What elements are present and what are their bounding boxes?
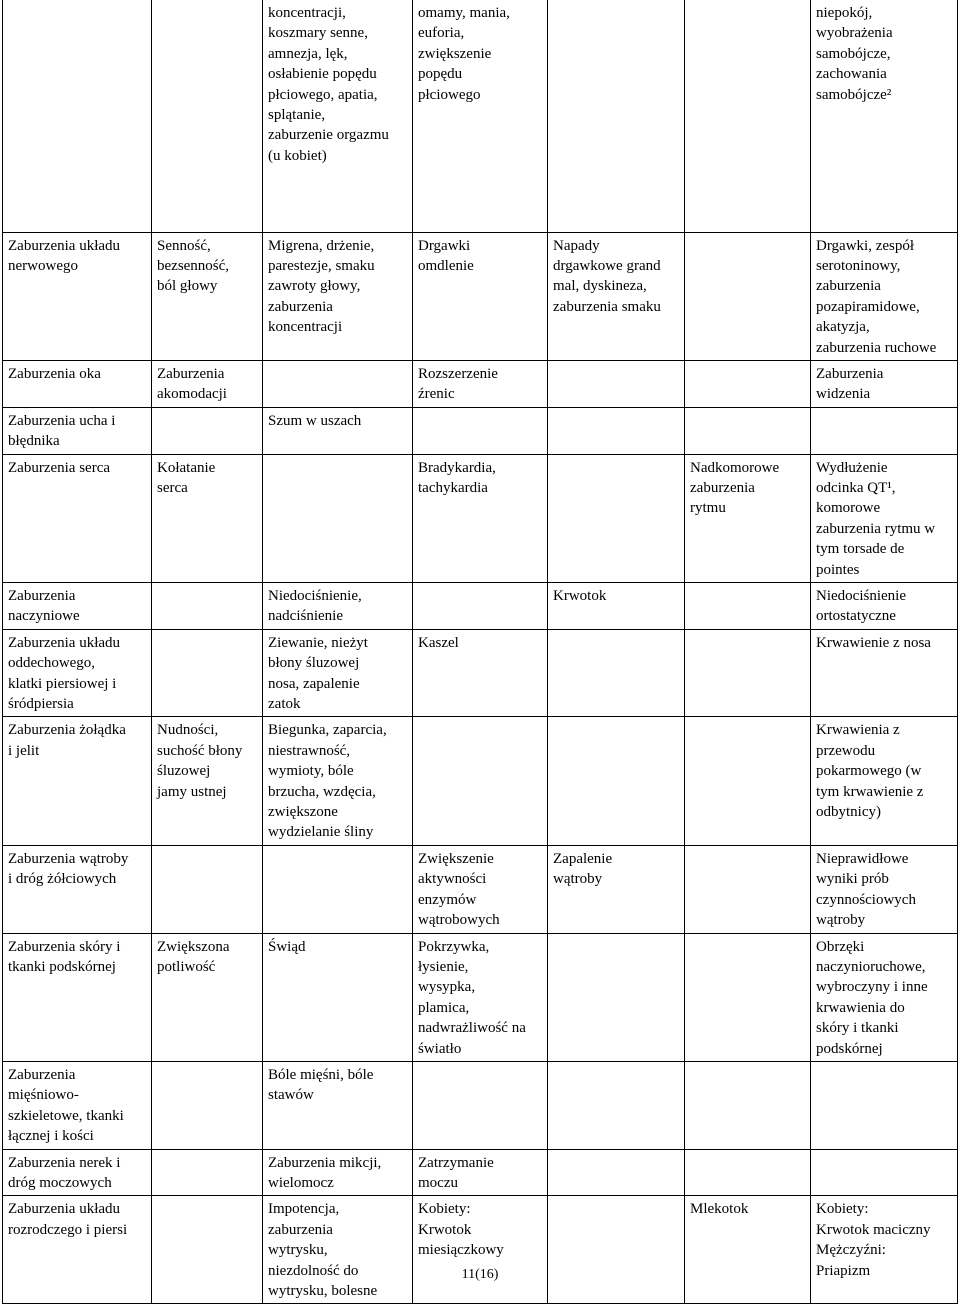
table-cell-common: koncentracji, koszmary senne, amnezja, lęk, osłabienie popędu płciowego, apatia, splątanie, zaburzenie orgazmu (u kobiet) — [263, 0, 413, 232]
table-cell-rare — [548, 933, 685, 1061]
table-cell-organ-class: Zaburzenia układu nerwowego — [3, 232, 152, 360]
table-cell-very-common: Kołatanie serca — [152, 454, 263, 582]
table-row — [3, 407, 958, 454]
table-cell-unknown-frequency: Niedociśnienie ortostatyczne — [811, 583, 958, 630]
table-cell-uncommon — [413, 717, 548, 845]
table-cell-organ-class — [3, 0, 152, 232]
table-cell-common: Bóle mięśni, bóle stawów — [263, 1061, 413, 1149]
table-cell-unknown-frequency: Zaburzenia widzenia — [811, 360, 958, 407]
table-row — [3, 933, 958, 1061]
table-cell-uncommon: Zatrzymanie moczu — [413, 1149, 548, 1196]
table-cell-common: Ziewanie, nieżyt błony śluzowej nosa, zapalenie zatok — [263, 629, 413, 717]
table-cell-rare — [548, 1196, 685, 1304]
table-cell-uncommon — [413, 583, 548, 630]
table-cell-very-common — [152, 1149, 263, 1196]
table-cell-common — [263, 360, 413, 407]
table-cell-uncommon: omamy, mania, euforia, zwiększenie popędu płciowego — [413, 0, 548, 232]
table-cell-very-rare — [685, 407, 811, 454]
table-cell-unknown-frequency: niepokój, wyobrażenia samobójcze, zachowania samobójcze² — [811, 0, 958, 232]
table-row — [3, 1196, 958, 1304]
page-number: 11(16) — [461, 1267, 499, 1282]
table-cell-common: Szum w uszach — [263, 407, 413, 454]
table-cell-unknown-frequency: Obrzęki naczynioruchowe, wybroczyny i inne krwawienia do skóry i tkanki podskórnej — [811, 933, 958, 1061]
table-cell-rare — [548, 360, 685, 407]
table-cell-uncommon: Rozszerzenie źrenic — [413, 360, 548, 407]
table-row — [3, 0, 958, 232]
table-cell-rare: Napady drgawkowe grand mal, dyskineza, zaburzenia smaku — [548, 232, 685, 360]
table-row — [3, 583, 958, 630]
table-row — [3, 360, 958, 407]
table-cell-common: Zaburzenia mikcji, wielomocz — [263, 1149, 413, 1196]
table-cell-unknown-frequency: Nieprawidłowe wyniki prób czynnościowych wątroby — [811, 845, 958, 933]
table-cell-common — [263, 454, 413, 582]
table-row — [3, 717, 958, 845]
table-cell-uncommon: Zwiększenie aktywności enzymów wątrobowych — [413, 845, 548, 933]
table-cell-organ-class: Zaburzenia układu oddechowego, klatki piersiowej i śródpiersia — [3, 629, 152, 717]
table-cell-unknown-frequency: Drgawki, zespół serotoninowy, zaburzenia pozapiramidowe, akatyzja, zaburzenia ruchowe — [811, 232, 958, 360]
table-cell-very-rare — [685, 232, 811, 360]
table-cell-uncommon: Drgawki omdlenie — [413, 232, 548, 360]
table-cell-uncommon — [413, 1061, 548, 1149]
table-cell-unknown-frequency — [811, 1149, 958, 1196]
table-cell-organ-class: Zaburzenia naczyniowe — [3, 583, 152, 630]
table-cell-unknown-frequency: Krwawienie z nosa — [811, 629, 958, 717]
table-cell-common: Świąd — [263, 933, 413, 1061]
table-cell-unknown-frequency: Krwawienia z przewodu pokarmowego (w tym krwawienie z odbytnicy) — [811, 717, 958, 845]
table-cell-rare — [548, 407, 685, 454]
table-cell-organ-class: Zaburzenia ucha i błędnika — [3, 407, 152, 454]
table-row — [3, 232, 958, 360]
table-cell-very-rare — [685, 1061, 811, 1149]
table-cell-very-common — [152, 407, 263, 454]
table-cell-very-rare: Nadkomorowe zaburzenia rytmu — [685, 454, 811, 582]
table-cell-rare — [548, 0, 685, 232]
table-cell-common — [263, 845, 413, 933]
table-cell-unknown-frequency — [811, 1061, 958, 1149]
table-cell-rare — [548, 454, 685, 582]
table-cell-very-common — [152, 583, 263, 630]
table-cell-organ-class: Zaburzenia oka — [3, 360, 152, 407]
table-cell-uncommon: Bradykardia, tachykardia — [413, 454, 548, 582]
table-cell-organ-class: Zaburzenia żołądka i jelit — [3, 717, 152, 845]
table-cell-organ-class: Zaburzenia serca — [3, 454, 152, 582]
table-cell-very-common: Zaburzenia akomodacji — [152, 360, 263, 407]
table-cell-unknown-frequency — [811, 407, 958, 454]
table-cell-very-rare — [685, 717, 811, 845]
table-row — [3, 629, 958, 717]
table-cell-uncommon — [413, 407, 548, 454]
table-cell-rare: Zapalenie wątroby — [548, 845, 685, 933]
table-cell-very-common — [152, 1196, 263, 1304]
table-cell-rare — [548, 717, 685, 845]
table-cell-very-rare — [685, 845, 811, 933]
table-cell-very-rare — [685, 629, 811, 717]
table-cell-common: Biegunka, zaparcia, niestrawność, wymioty, bóle brzucha, wzdęcia, zwiększone wydzielanie śliny — [263, 717, 413, 845]
table-cell-rare — [548, 1149, 685, 1196]
table-row — [3, 1149, 958, 1196]
table-cell-rare — [548, 1061, 685, 1149]
table-cell-very-rare — [685, 933, 811, 1061]
table-cell-organ-class: Zaburzenia nerek i dróg moczowych — [3, 1149, 152, 1196]
table-cell-very-common — [152, 629, 263, 717]
table-cell-organ-class: Zaburzenia skóry i tkanki podskórnej — [3, 933, 152, 1061]
table-cell-unknown-frequency: Kobiety: Krwotok maciczny Mężczyźni: Priapizm — [811, 1196, 958, 1304]
table-cell-unknown-frequency: Wydłużenie odcinka QT¹, komorowe zaburzenia rytmu w tym torsade de pointes — [811, 454, 958, 582]
table-cell-uncommon: Kobiety: Krwotok miesiączkowy — [413, 1196, 548, 1304]
table-cell-very-rare — [685, 583, 811, 630]
table-cell-very-common: Zwiększona potliwość — [152, 933, 263, 1061]
table-cell-common: Impotencja, zaburzenia wytrysku, niezdolność do wytrysku, bolesne — [263, 1196, 413, 1304]
table-cell-common: Niedociśnienie, nadciśnienie — [263, 583, 413, 630]
table-cell-uncommon: Kaszel — [413, 629, 548, 717]
table-cell-uncommon: Pokrzywka, łysienie, wysypka, plamica, nadwrażliwość na światło — [413, 933, 548, 1061]
table-cell-very-common: Senność, bezsenność, ból głowy — [152, 232, 263, 360]
table-cell-very-rare — [685, 1149, 811, 1196]
table-row — [3, 1061, 958, 1149]
table-cell-very-common — [152, 0, 263, 232]
table-cell-organ-class: Zaburzenia wątroby i dróg żółciowych — [3, 845, 152, 933]
table-cell-very-common — [152, 1061, 263, 1149]
table-cell-very-common: Nudności, suchość błony śluzowej jamy ustnej — [152, 717, 263, 845]
table-cell-very-common — [152, 845, 263, 933]
adverse-effects-table-body — [3, 0, 958, 1304]
table-cell-rare: Krwotok — [548, 583, 685, 630]
table-cell-rare — [548, 629, 685, 717]
table-cell-common: Migrena, drżenie, parestezje, smaku zawroty głowy, zaburzenia koncentracji — [263, 232, 413, 360]
table-cell-very-rare — [685, 0, 811, 232]
table-row — [3, 845, 958, 933]
table-cell-organ-class: Zaburzenia układu rozrodczego i piersi — [3, 1196, 152, 1304]
table-cell-very-rare — [685, 360, 811, 407]
adverse-effects-table — [2, 0, 958, 1304]
table-cell-organ-class: Zaburzenia mięśniowo- szkieletowe, tkanki łącznej i kości — [3, 1061, 152, 1149]
table-row — [3, 454, 958, 582]
table-cell-very-rare: Mlekotok — [685, 1196, 811, 1304]
